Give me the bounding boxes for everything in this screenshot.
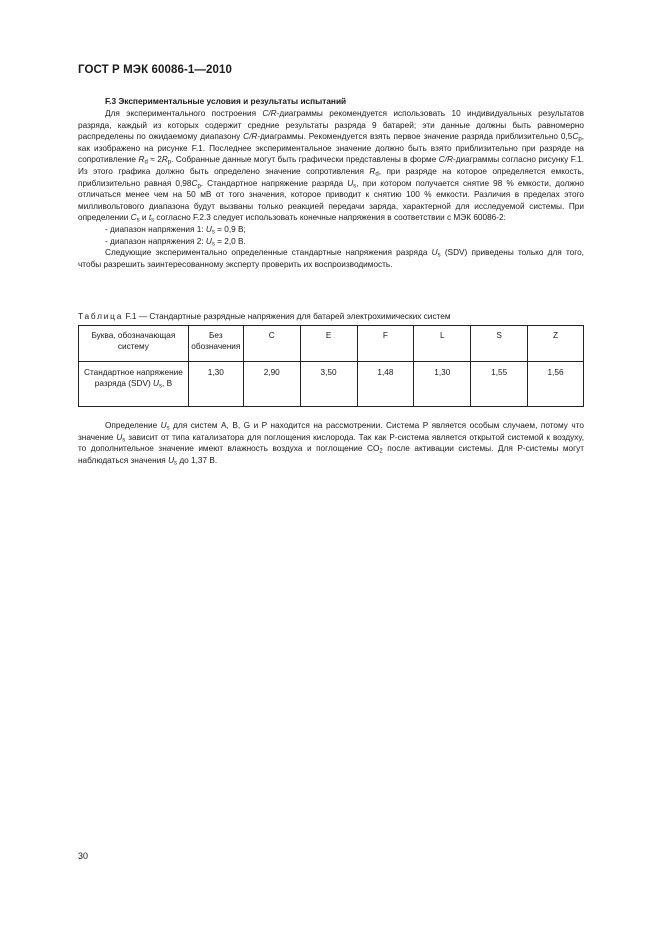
value-cell: 1,48: [357, 362, 414, 407]
caption-label: Таблица: [78, 311, 124, 321]
table-caption: [78, 311, 451, 321]
header-cell: E: [300, 326, 357, 362]
text-run: . Стандартное напряжение разряда: [200, 178, 348, 188]
text-run: ≈ 2: [147, 155, 162, 165]
sdv-table: [78, 325, 584, 407]
header-cell: C: [243, 326, 300, 362]
symbol-c: C: [191, 178, 198, 188]
text-run: , В: [161, 378, 173, 388]
page-number: 30: [78, 851, 89, 861]
symbol-u: U: [205, 236, 212, 246]
value-cell: 1,30: [188, 362, 243, 407]
text-run: , как изображено на рисунке F.1. Последнее экспериментальное значение должно быть взято приблизительно при разряде на сопротивление: [78, 132, 584, 165]
text-run: - диапазон напряжения 2:: [105, 236, 206, 246]
text-run: - диапазон напряжения 1:: [105, 224, 206, 234]
symbol-r: R: [369, 166, 376, 176]
text-run: Стандартное напряжение разряда (SDV): [83, 368, 183, 388]
symbol-r: R: [161, 155, 168, 165]
symbol-u: U: [347, 178, 354, 188]
row-label-cell: [79, 362, 189, 407]
value-cell: 1,56: [528, 362, 584, 407]
value-cell: 1,30: [414, 362, 471, 407]
symbol-u: U: [153, 378, 159, 388]
header-cell: Z: [528, 326, 584, 362]
text-run: -диаграммы согласно рисунку F.1. Из этого графика должно быть определено значение сопротивления: [78, 155, 585, 176]
symbol-c: C: [572, 132, 579, 142]
table-header-row: [79, 326, 584, 362]
header-cell: L: [414, 326, 471, 362]
note-text: [78, 420, 584, 466]
symbol-cr: C/R: [243, 132, 258, 142]
subscript: d: [375, 171, 379, 178]
body-text: [78, 108, 584, 270]
text-run: -диаграммы. Рекомендуется взять первое значение разряда приблизительно 0,5: [257, 132, 573, 142]
symbol-t: t: [148, 213, 152, 223]
caption-text: F.1 — Стандартные разрядные напряжения для батарей электрохимических систем: [123, 311, 451, 321]
symbol-cr: C/R: [438, 155, 453, 165]
text-run: для систем A, B, G и P находится на рассмотрении. Система P является особым случаем, потому что значение: [78, 421, 584, 442]
text-run: согласно F.2.3 следует использовать конечные напряжения в соответствии с МЭК 60086-2:: [154, 213, 506, 223]
subscript: 2: [379, 448, 383, 455]
subscript: s: [353, 183, 357, 190]
subscript: d: [144, 159, 148, 166]
header-cell: S: [471, 326, 528, 362]
text-run: , при разряде на которое определяется емкость, приблизительно равная 0,98: [78, 166, 584, 188]
subscript: s: [122, 437, 126, 444]
table-row: [79, 362, 584, 407]
symbol-u: U: [168, 455, 175, 465]
text-run: = 0,9 В;: [214, 224, 246, 234]
text-run: Следующие экспериментально определенные стандартные напряжения разряда: [105, 248, 432, 258]
text-run: -диаграммы рекомендуется использовать 10 индивидуальных результатов разряда, каждый из которых содержит средние результаты разряда 9 батарей; эти данные должны быть равномерно распределены по ожидаемому диапазону: [78, 109, 584, 142]
subscript: p: [578, 136, 582, 143]
header-cell: Буква, обозначающая систему: [79, 326, 189, 362]
value-cell: 2,90: [243, 362, 300, 407]
subscript: s: [136, 217, 140, 224]
paragraph-main: [78, 108, 584, 224]
subscript: s: [174, 460, 178, 467]
subscript: p: [167, 159, 172, 166]
symbol-u: U: [116, 432, 123, 442]
value-cell: 3,50: [300, 362, 357, 407]
symbol-u: U: [431, 248, 438, 258]
list-item-range-2: [78, 236, 584, 248]
subscript: p: [197, 183, 201, 190]
text-run: зависит от типа катализатора для поглощения кислорода. Так как P-система является открытой системой к воздуху, то дополнительное значение имеют влажность воздуха и поглощение CO: [78, 432, 584, 454]
paragraph-sdv: [78, 247, 584, 270]
subscript: s: [166, 425, 170, 432]
paragraph-note: [78, 420, 584, 466]
text-run: (SDV) приведены только для того, чтобы разрешить заинтересованному эксперту проверить их воспроизводимость.: [78, 248, 584, 269]
text-run: = 2,0 В.: [214, 236, 246, 246]
header-cell: F: [357, 326, 414, 362]
symbol-u: U: [205, 224, 212, 234]
text-run: . Собранные данные могут быть графически представлены в форме: [171, 155, 439, 165]
subscript: s: [151, 217, 155, 224]
text-run: и: [139, 213, 149, 223]
text-run: , при котором получается снятие 98 % емкости, должно отличаться менее чем на 50 мВ от того значения, которое приводит к снятию 100 % емкости. Различия в пределах этого милливольтового диапазона будут вызваны только реакцией передачи заряда, характерной для исследуемой системы. При определении: [78, 178, 584, 223]
symbol-r: R: [138, 155, 145, 165]
symbol-cr: C/R: [262, 109, 277, 118]
symbol-u: U: [160, 421, 167, 430]
subscript: s: [437, 252, 441, 259]
subscript: s: [211, 241, 215, 248]
value-cell: 1,55: [471, 362, 528, 407]
standard-header: ГОСТ Р МЭК 60086-1—2010: [78, 64, 232, 76]
text-run: Определение: [105, 421, 161, 430]
header-cell: Без обозначения: [188, 326, 243, 362]
text-run: после активации системы. Для P-системы могут наблюдаться значения: [78, 444, 584, 465]
text-run: Для экспериментального построения: [105, 109, 263, 118]
symbol-c: C: [130, 213, 137, 223]
text-run: до 1,37 В.: [177, 455, 218, 465]
subscript: s: [158, 383, 162, 390]
list-item-range-1: [78, 224, 584, 236]
section-title: F.3 Экспериментальные условия и результаты испытаний: [105, 96, 347, 106]
subscript: s: [211, 229, 215, 236]
